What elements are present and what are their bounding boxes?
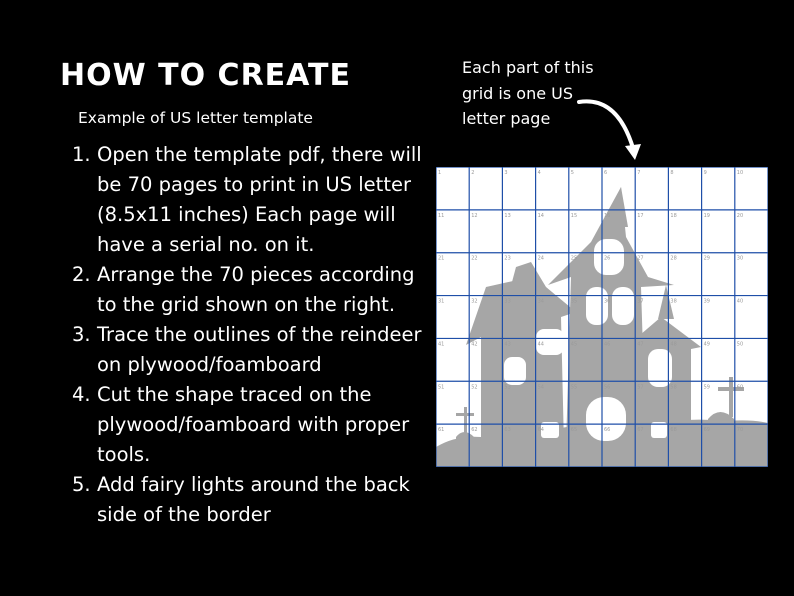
page-number-label: 19 [703, 212, 710, 219]
page-number-label: 64 [537, 427, 544, 434]
page-number-label: 27 [637, 255, 644, 262]
page-number-label: 70 [736, 427, 744, 434]
page-number-label: 18 [670, 212, 677, 219]
instruction-list [72, 140, 437, 530]
page-number-label: 38 [670, 298, 677, 305]
page-number-label: 23 [504, 255, 511, 262]
page-number-label: 47 [637, 341, 644, 348]
instruction-step [72, 140, 437, 260]
instruction-step [72, 260, 437, 320]
page-number-label: 14 [537, 212, 544, 219]
page-number-label: 40 [736, 298, 744, 305]
page-number-label: 12 [471, 212, 478, 219]
page-number-label: 29 [703, 255, 710, 262]
page-number-label: 45 [570, 341, 578, 348]
page-number-label: 16 [604, 212, 611, 219]
page-number-label: 34 [537, 298, 544, 305]
page-number-label: 39 [703, 298, 710, 305]
page-number-label: 20 [736, 212, 744, 219]
page-number-label: 57 [637, 384, 644, 391]
page-number-label: 31 [438, 298, 445, 305]
page-number-label: 52 [471, 384, 478, 391]
page-number-label: 11 [438, 212, 445, 219]
step-text: Cut the shape traced on the plywood/foamboard with proper tools. [97, 383, 410, 466]
page-number-label: 66 [604, 427, 611, 434]
page-number-label: 68 [670, 427, 677, 434]
step-text: Open the template pdf, there will be 70 pages to print in US letter (8.5x11 inches) Each page will have a serial no. on it. [97, 143, 422, 256]
instruction-step [72, 470, 437, 530]
page-title: HOW TO CREATE [60, 58, 352, 93]
page-number-label: 62 [471, 427, 478, 434]
page-number-label: 8 [670, 170, 674, 176]
page-number-label: 10 [736, 170, 744, 176]
page-number-label: 26 [604, 255, 611, 262]
page-number-label: 1 [438, 170, 442, 176]
step-text: Arrange the 70 pieces according to the grid shown on the right. [97, 263, 415, 316]
page-number-label: 63 [504, 427, 511, 434]
page-number-label: 17 [637, 212, 644, 219]
page-number-label: 56 [604, 384, 611, 391]
page-number-label: 48 [670, 341, 677, 348]
page-number-label: 53 [504, 384, 511, 391]
page-number-label: 50 [736, 341, 744, 348]
page-number-label: 32 [471, 298, 478, 305]
page-number-label: 15 [570, 212, 578, 219]
page-number-label: 9 [703, 170, 707, 176]
page-number-label: 59 [703, 384, 710, 391]
page-number-label: 37 [637, 298, 644, 305]
letter-page-template-grid [436, 167, 768, 467]
page-number-label: 61 [438, 427, 445, 434]
grid-note: Each part of this grid is one US letter page [462, 58, 594, 128]
page-number-label: 65 [570, 427, 578, 434]
step-number: 4. [72, 383, 91, 406]
page-number-label: 4 [537, 170, 541, 176]
page-number-label: 67 [637, 427, 644, 434]
step-text: Add fairy lights around the back side of the border [97, 473, 410, 526]
step-number: 5. [72, 473, 91, 496]
step-text: Trace the outlines of the reindeer on plywood/foamboard [97, 323, 422, 376]
page-number-label: 25 [570, 255, 578, 262]
curved-arrow-icon [575, 92, 655, 167]
page-number-label: 42 [471, 341, 478, 348]
page-number-label: 41 [438, 341, 445, 348]
page-number-label: 49 [703, 341, 710, 348]
page-number-label: 30 [736, 255, 744, 262]
page-number-label: 21 [438, 255, 445, 262]
page-number-label: 6 [604, 170, 608, 176]
page-number-label: 54 [537, 384, 544, 391]
page-number-label: 5 [570, 170, 574, 176]
page-number-label: 36 [604, 298, 611, 305]
page-number-label: 35 [570, 298, 578, 305]
page-number-label: 3 [504, 170, 508, 176]
page-number-label: 55 [570, 384, 578, 391]
page-number-label: 33 [504, 298, 511, 305]
step-number: 1. [72, 143, 91, 166]
page-number-label: 13 [504, 212, 511, 219]
page-number-label: 24 [537, 255, 544, 262]
page-subtitle: Example of US letter template [78, 109, 313, 127]
instruction-step [72, 320, 437, 380]
page-number-label: 44 [537, 341, 544, 348]
page-number-label: 43 [504, 341, 511, 348]
page-number-label: 60 [736, 384, 744, 391]
page-number-label: 7 [637, 170, 641, 176]
page-number-label: 58 [670, 384, 677, 391]
page-number-label: 2 [471, 170, 475, 176]
page-number-label: 22 [471, 255, 478, 262]
step-number: 2. [72, 263, 91, 286]
page-number-label: 51 [438, 384, 445, 391]
page-number-label: 28 [670, 255, 677, 262]
instruction-step [72, 380, 437, 470]
step-number: 3. [72, 323, 91, 346]
page-number-label: 46 [604, 341, 611, 348]
page-number-label: 69 [703, 427, 710, 434]
